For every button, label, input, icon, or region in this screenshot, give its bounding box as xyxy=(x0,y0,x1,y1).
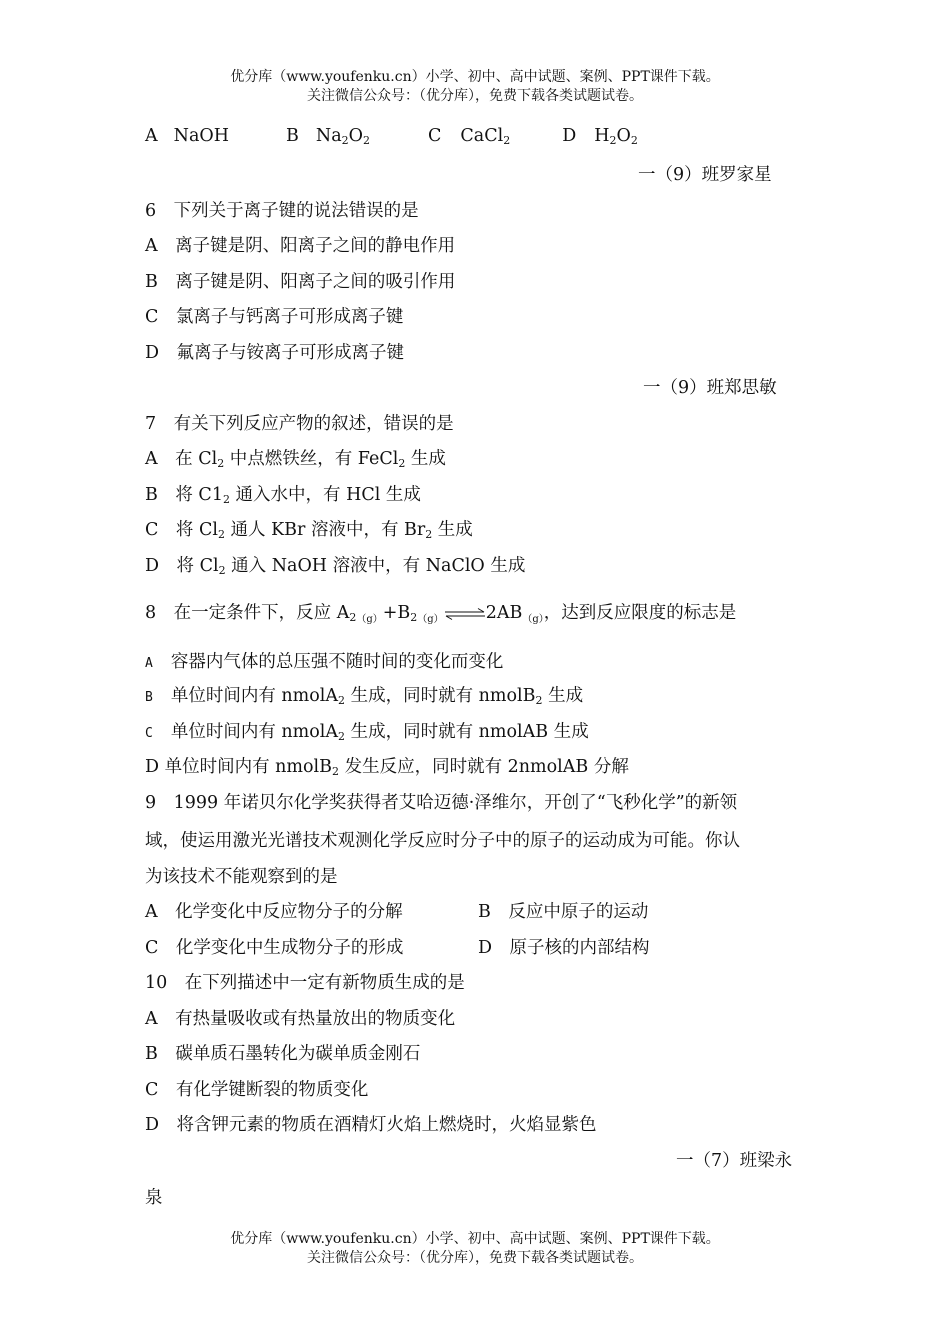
q5-option-c-label: C xyxy=(427,126,442,146)
q8-option-a: A 容器内气体的总压强不随时间的变化而变化 xyxy=(145,652,504,672)
q10-option-b: B 碳单质石墨转化为碳单质金刚石 xyxy=(145,1044,421,1064)
q9-option-b: B 反应中原子的运动 xyxy=(478,902,649,922)
q5-option-a-text: NaOH xyxy=(173,126,229,146)
q5-options xyxy=(145,126,638,147)
q6-author: 一（9）班郑思敏 xyxy=(643,378,777,398)
q7-option-d: D 将 $Cl_2$ 通入 NaOH 溶液中，有 NaClO 生成 xyxy=(145,556,526,577)
q7-option-a: A 在 $Cl_2$ 中点燃铁丝，有 FeCl$_2$ 生成 xyxy=(145,449,446,470)
q5-option-c-text: CaCl$_2$ xyxy=(460,126,511,147)
q6-option-d: D 氟离子与铵离子可形成离子键 xyxy=(145,343,405,363)
q7-option-b: B 将 $C1_2$ 通入水中，有 HCl 生成 xyxy=(145,485,421,506)
q8-stem: 8 在一定条件下，反应 $A_{2(g)}+B_{2(g)}$ $2AB_{(g)}$，达到反应限度的标志是 xyxy=(145,603,737,625)
q5-option-d-text: $H_2O_2$ xyxy=(594,126,638,147)
q6-option-a: A 离子键是阴、阳离子之间的静电作用 xyxy=(145,236,456,256)
q8-option-b: B 单位时间内有 nmolA$_2$ 生成，同时就有 nmolB$_2$ 生成 xyxy=(145,686,584,707)
q10-author-continued: 泉 xyxy=(145,1188,163,1208)
q9-stem-line2: 域，使运用激光光谱技术观测化学反应时分子中的原子的运动成为可能。你认 xyxy=(145,831,740,851)
q9-stem-line1: 9 1999 年诺贝尔化学奖获得者艾哈迈德·泽维尔，开创了“飞秒化学”的新领 xyxy=(145,793,738,813)
q5-author: 一（9）班罗家星 xyxy=(638,165,772,185)
q6-stem: 6 下列关于离子键的说法错误的是 xyxy=(145,201,419,221)
q8-option-c: C 单位时间内有 nmolA$_2$ 生成，同时就有 nmolAB 生成 xyxy=(145,722,589,743)
q10-stem: 10 在下列描述中一定有新物质生成的是 xyxy=(145,973,465,993)
q10-option-d: D 将含钾元素的物质在酒精灯火焰上燃烧时，火焰显紫色 xyxy=(145,1115,597,1135)
page-footer-line2: 关注微信公众号：（优分库），免费下载各类试题试卷。 xyxy=(307,1250,643,1266)
q9-option-c: C 化学变化中生成物分子的形成 xyxy=(145,938,404,958)
q9-option-a: A 化学变化中反应物分子的分解 xyxy=(145,902,403,922)
reversible-arrow-icon xyxy=(444,608,486,620)
q10-option-c: C 有化学键断裂的物质变化 xyxy=(145,1080,369,1100)
page-footer-line1: 优分库（www.youfenku.cn）小学、初中、高中试题、案例、PPT课件下载。 xyxy=(230,1231,720,1247)
page-header-line2: 关注微信公众号：（优分库），免费下载各类试题试卷。 xyxy=(307,88,643,104)
q10-option-a: A 有热量吸收或有热量放出的物质变化 xyxy=(145,1009,456,1029)
page-header-line1: 优分库（www.youfenku.cn）小学、初中、高中试题、案例、PPT课件下载。 xyxy=(230,69,720,85)
q7-option-c: C 将 $Cl_2$ 通人 KBr 溶液中，有 $Br_2$ 生成 xyxy=(145,520,473,541)
q5-option-a-label: A xyxy=(145,126,158,146)
q5-option-b-label: B xyxy=(286,126,299,146)
q5-option-b-text: $Na_2O_2$ xyxy=(315,126,370,147)
q6-option-c: C 氯离子与钙离子可形成离子键 xyxy=(145,307,404,327)
q5-option-d-label: D xyxy=(562,126,577,146)
q7-stem: 7 有关下列反应产物的叙述，错误的是 xyxy=(145,414,454,434)
q9-stem-line3: 为该技术不能观察到的是 xyxy=(145,867,338,887)
q8-option-d: D 单位时间内有 nmolB$_2$ 发生反应，同时就有 2nmolAB 分解 xyxy=(145,757,629,778)
q10-author: 一（7）班梁永 xyxy=(676,1151,793,1171)
q9-option-d: D 原子核的内部结构 xyxy=(478,938,650,958)
q6-option-b: B 离子键是阴、阳离子之间的吸引作用 xyxy=(145,272,456,292)
